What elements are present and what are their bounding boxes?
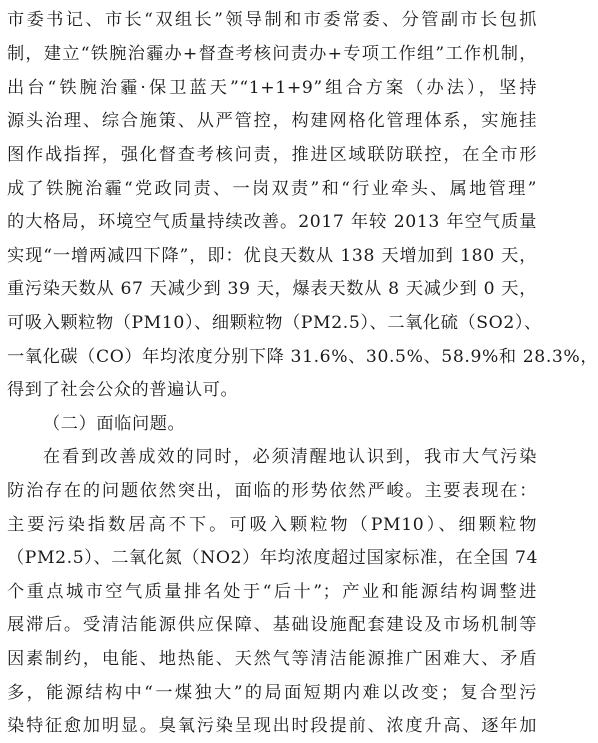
text-line-14: 在看到改善成效的同时，必须清醒地认识到，我市大气污染 (43, 447, 537, 467)
text-line-8: 实现“一增两减四下降”，即：优良天数从 138 天增加到 180 天， (7, 246, 537, 266)
text-line-17: （PM2.5）、二氧化氮（NO2）年均浓度超过国家标准，在全国 74 (7, 548, 539, 568)
text-line-1: 市委书记、市长“双组长”领导制和市委常委、分管副市长包抓 (7, 10, 537, 30)
text-line-3: 出台“铁腕治霾·保卫蓝天”“1+1+9”组合方案（办法），坚持 (7, 78, 537, 98)
text-line-16: 主要污染指数居高不下。可吸入颗粒物（PM10）、细颗粒物 (7, 515, 537, 535)
text-line-20: 因素制约，电能、地热能、天然气等清洁能源推广困难大、矛盾 (7, 649, 537, 669)
text-line-11: 一氧化碳（CO）年均浓度分别下降 31.6%、30.5%、58.9%和 28.3%， (7, 347, 598, 367)
text-line-2: 制，建立“铁腕治霾办+督查考核问责办+专项工作组”工作机制， (7, 44, 537, 64)
text-line-15: 防治存在的问题依然突出，面临的形势依然严峻。主要表现在： (7, 481, 537, 501)
text-line-4: 源头治理、综合施策、从严管控，构建网格化管理体系，实施挂 (7, 111, 537, 131)
text-line-10: 可吸入颗粒物（PM10）、细颗粒物（PM2.5）、二氧化硫（SO2）、 (7, 313, 542, 333)
section-heading: （二）面临问题。 (43, 414, 186, 434)
text-line-12: 得到了社会公众的普遍认可。 (7, 380, 239, 400)
text-line-22: 染特征愈加明显。臭氧污染呈现出时段提前、浓度升高、逐年加 (7, 716, 537, 736)
text-line-7: 的大格局，环境空气质量持续改善。2017 年较 2013 年空气质量 (7, 212, 537, 232)
text-line-18: 个重点城市空气质量排名处于“后十”；产业和能源结构调整进 (7, 582, 537, 602)
text-line-19: 展滞后。受清洁能源供应保障、基础设施配套建设及市场机制等 (7, 615, 537, 635)
text-line-9: 重污染天数从 67 天减少到 39 天，爆表天数从 8 天减少到 0 天， (7, 279, 537, 299)
text-line-21: 多，能源结构中“一煤独大”的局面短期内难以改变；复合型污 (7, 683, 537, 703)
text-line-6: 成了铁腕治霾“党政同责、一岗双责”和“行业牵头、属地管理” (7, 179, 537, 199)
text-line-5: 图作战指挥，强化督查考核问责，推进区域联防联控，在全市形 (7, 145, 537, 165)
